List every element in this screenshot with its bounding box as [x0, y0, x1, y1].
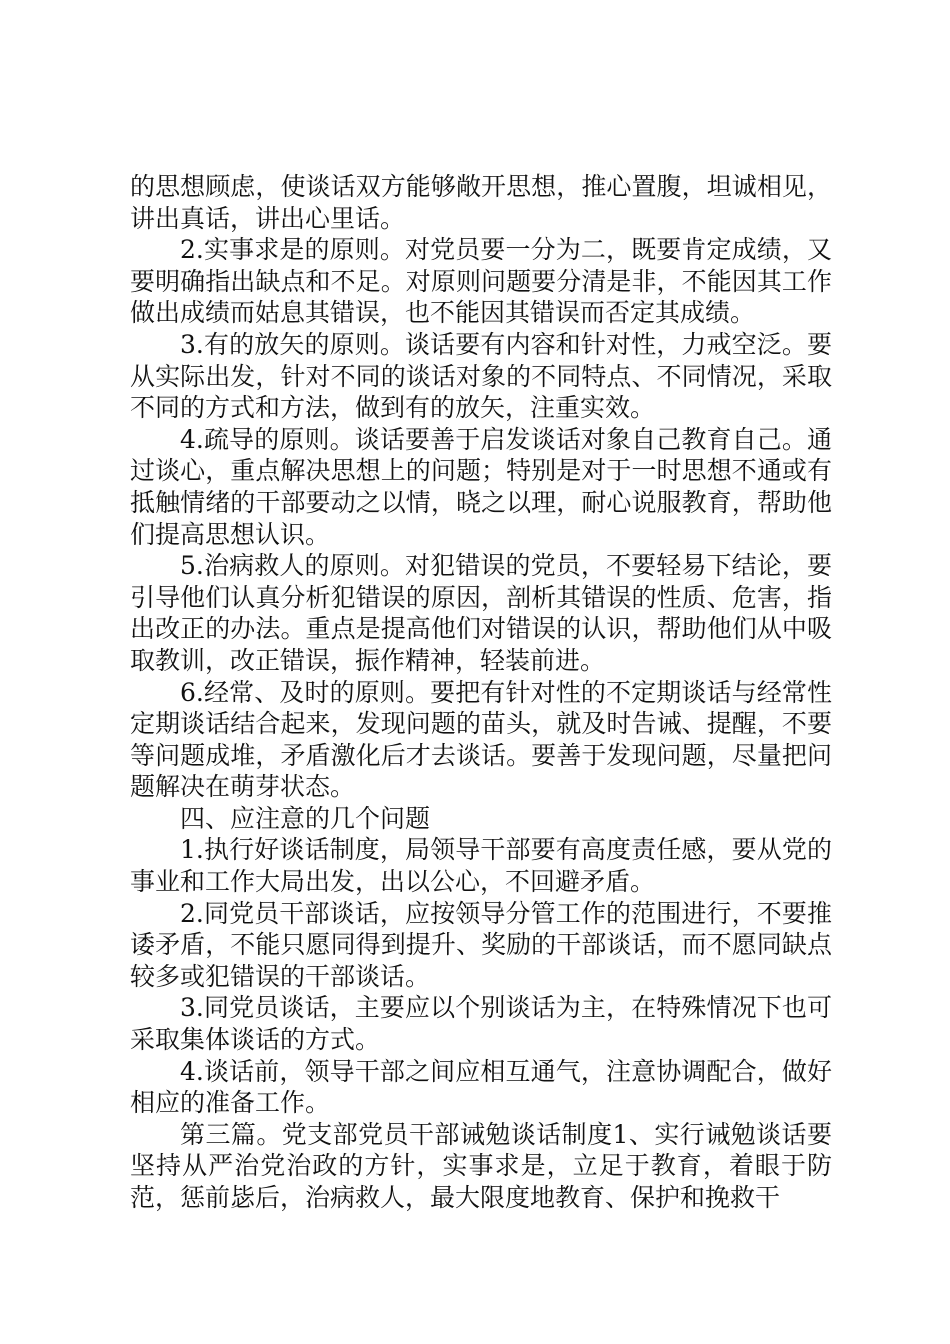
document-body — [130, 171, 832, 1214]
paragraph: 的思想顾虑，使谈话双方能够敞开思想，推心置腹，坦诚相见，讲出真话，讲出心里话。 — [130, 172, 832, 233]
paragraph: 5.治病救人的原则。对犯错误的党员，不要轻易下结论，要引导他们认真分析犯错误的原因，剖析其错误的性质、危害，指出改正的办法。重点是提高他们对错误的认识，帮助他们从中吸取教训，改正错误，振作精神，轻装前进。 — [130, 551, 832, 675]
paragraph: 4.谈话前，领导干部之间应相互通气，注意协调配合，做好相应的准备工作。 — [130, 1056, 832, 1118]
paragraph: 2.实事求是的原则。对党员要一分为二，既要肯定成绩，又要明确指出缺点和不足。对原则问题要分清是非，不能因其工作做出成绩而姑息其错误，也不能因其错误而否定其成绩。 — [130, 235, 832, 328]
paragraph: 6.经常、及时的原则。要把有针对性的不定期谈话与经常性定期谈话结合起来，发现问题的苗头，就及时告诫、提醒，不要等问题成堆，矛盾激化后才去谈话。要善于发现问题，尽量把问题解决在萌芽状态。 — [130, 677, 832, 802]
paragraph: 3.同党员谈话，主要应以个别谈话为主，在特殊情况下也可采取集体谈话的方式。 — [130, 993, 832, 1055]
paragraph: 4.疏导的原则。谈话要善于启发谈话对象自己教育自己。通过谈心，重点解决思想上的问题；特别是对于一时思想不通或有抵触情绪的干部要动之以情，晓之以理，耐心说服教育，帮助他们提高思想认识。 — [130, 424, 832, 549]
paragraph: 第三篇。党支部党员干部诫勉谈话制度1、实行诫勉谈话要坚持从严治党治政的方针，实事求是，立足于教育，着眼于防范，惩前毖后，治病救人，最大限度地教育、保护和挽救干 — [130, 1119, 832, 1212]
paragraph: 2.同党员干部谈话，应按领导分管工作的范围进行，不要推诿矛盾，不能只愿同得到提升、奖励的干部谈话，而不愿同缺点较多或犯错误的干部谈话。 — [130, 898, 832, 991]
paragraph: 1.执行好谈话制度，局领导干部要有高度责任感，要从党的事业和工作大局出发，出以公心，不回避矛盾。 — [130, 835, 832, 897]
paragraph: 3.有的放矢的原则。谈话要有内容和针对性，力戒空泛。要从实际出发，针对不同的谈话对象的不同特点、不同情况，采取不同的方式和方法，做到有的放矢，注重实效。 — [130, 329, 832, 423]
section-heading: 四、应注意的几个问题 — [180, 803, 431, 833]
